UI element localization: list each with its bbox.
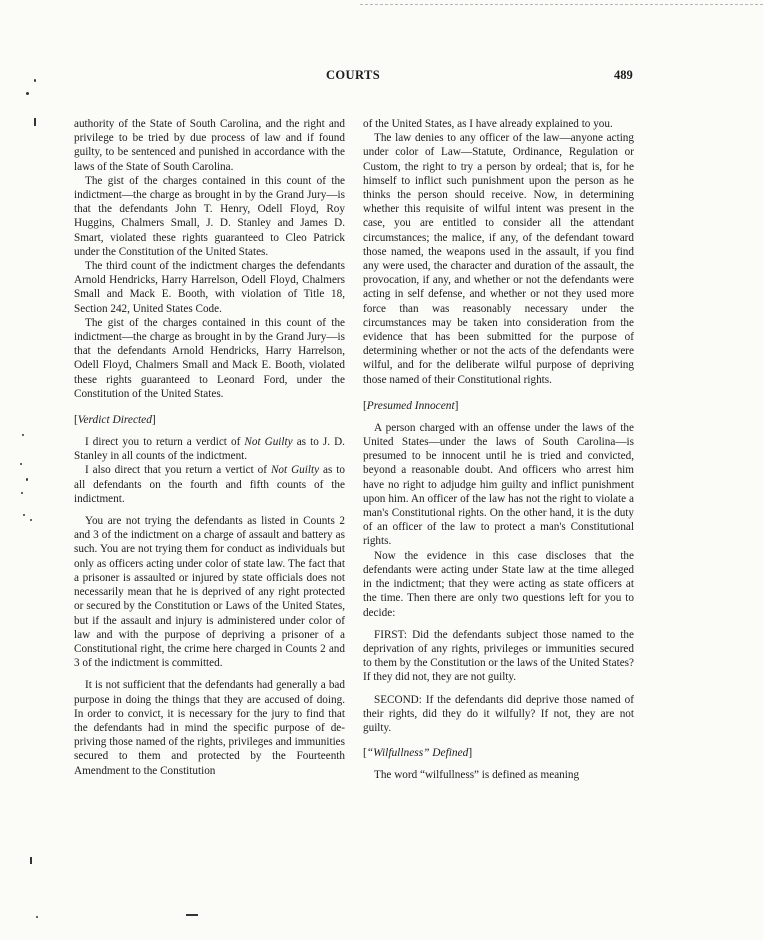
page-header xyxy=(0,68,763,88)
section-heading: [Verdict Directed] xyxy=(74,414,156,427)
scan-speck xyxy=(34,118,36,126)
paragraph: It is not sufficient that the defendants had generally a bad purpose in doing the things that they are accused of doing. In order to convict, it is necessary for the jury to find that the defendants had in mind the specific purpose of depriving those named of the rights, privileges and immunities secured to them and protected by the Fourteenth Amendment to the Constitution xyxy=(74,679,345,777)
paragraph: The gist of the charges contained in this count of the indictment—the charge as brought in by the Grand Jury—is that the defendants Arnold Hendricks, Harry Harrelson, Odell Floyd, Chalmers Small and Mack E. Booth, violated these rights guaranteed to Leonard Ford, under the Constitution of the United States. xyxy=(74,316,345,400)
scan-border xyxy=(360,4,763,5)
paragraph: SECOND: If the defendants did deprive those named of their rights, did they do it wilfully? If not, they are not guilty. xyxy=(363,693,634,734)
paragraph: The word “wilfullness” is defined as meaning xyxy=(374,769,580,782)
scan-speck xyxy=(21,492,23,494)
right-column xyxy=(363,117,634,782)
scan-speck xyxy=(22,434,24,436)
section-heading: [Presumed Innocent] xyxy=(363,399,459,412)
paragraph: The gist of the charges contained in this count of the indictment—the charge as brought in by the Grand Jury—is that the defendants John T. Henry, Odell Floyd, Roy Huggins, Chalmers Small, J. D. Stanley and James D. Smart, violated these rights guaranteed to Cleo Patrick under the Constitution of the United States. xyxy=(74,174,345,258)
scan-speck xyxy=(36,916,38,918)
paragraph: I direct you to return a verdict of Not Guilty as to J. D. Stanley in all counts of the indictment. xyxy=(74,436,345,463)
scan-speck xyxy=(26,92,29,95)
running-title: COURTS xyxy=(326,68,381,82)
section-heading-text: “Wilfullness” Defined xyxy=(366,747,469,760)
scan-speck xyxy=(186,914,198,916)
paragraph: FIRST: Did the defendants subject those named to the deprivation of any rights, privileges or immunities secured to them by the Constitution or the laws of the United States? If they did not, they are not guilty. xyxy=(363,628,634,684)
scan-speck xyxy=(26,478,28,481)
paragraph: You are not trying the defendants as listed in Counts 2 and 3 of the indictment on a charge of assault and battery as such. You are not trying them for conduct as individuals but only as officers acting under color of state law. The fact that a prisoner is assaulted or injured by state officials does not necessarily mean that he is deprived of any right protected or secured by the Constitution or Laws of the United States, but if the assault and injury is administered under color of law and with the purpose of depriving a prisoner of a Constitutional right, the crime here charged in Counts 2 and 3 of the indictment is committed. xyxy=(74,515,345,670)
scan-speck xyxy=(23,514,25,516)
paragraph: The law denies to any officer of the law—anyone acting under color of Law—Statute, Ordinance, Regulation or Custom, the right to try a person by ordeal; that is, for he himself to inflict such punishment upon the person as he thinks the person should receive. Now, in determining whether this requisite of wilful intent was present in the case, you are entitled to consider all the attendant circumstances; the malice, if any, of the defendant toward those named, the weapons used in the assault, if you find any were used, the character and duration of the assault, the provocation, if any, and whether or not the defendants were acting in self defense, and whether or not they used more force than was reasonably necessary under the circumstances may be taken into consideration from the evidence that has been submitted for the purpose of determining whether or not the acts of the defendants were wilful, and for the deliberate wilful purpose of depriving those named of their Constitutional rights. xyxy=(363,132,634,386)
page-number: 489 xyxy=(614,68,633,82)
scan-speck xyxy=(30,519,32,521)
section-heading: [“Wilfullness” Defined] xyxy=(363,747,473,760)
paragraph: The third count of the indictment charges the defendants Arnold Hendricks, Harry Harrelson, Odell Floyd, Chalmers Small and Mack E. Booth, with violation of Title 18, Section 242, United States Code. xyxy=(74,260,345,315)
paragraph: authority of the State of South Carolina, and the right and privilege to be tried by due process of law and if found guilty, to be sentenced and punished in accordance with the laws of the State of South Carolina. xyxy=(74,118,345,173)
paragraph: of the United States, as I have already explained to you. xyxy=(363,118,613,130)
section-heading-text: Presumed Innocent xyxy=(366,399,455,412)
paragraph: Now the evidence in this case discloses that the defendants were acting under State law at the time alleged in the indictment; that they were acting as state officers at the time. Then there are only two questions left for you to decide: xyxy=(363,549,634,619)
section-heading-text: Verdict Directed xyxy=(77,414,152,427)
paragraph: I also direct that you return a vertict of Not Guilty as to all defendants on the fourth and fifth counts of the indictment. xyxy=(74,464,345,505)
paragraph: A person charged with an offense under the laws of the United States—under the laws of South Carolina—is presumed to be innocent until he is tried and convicted, beyond a reasonable doubt. And officers who arrest him have no right to adjudge him guilty and inflict punishment upon him. An officer of the law has not the right to violate a man's Constitutional rights. On the other hand, it is the duty of an officer of the law to protect a man's Constitutional rights. xyxy=(363,421,634,548)
scan-speck xyxy=(34,79,36,82)
left-column xyxy=(74,117,345,778)
scan-speck xyxy=(30,857,32,864)
scan-speck xyxy=(20,463,22,465)
